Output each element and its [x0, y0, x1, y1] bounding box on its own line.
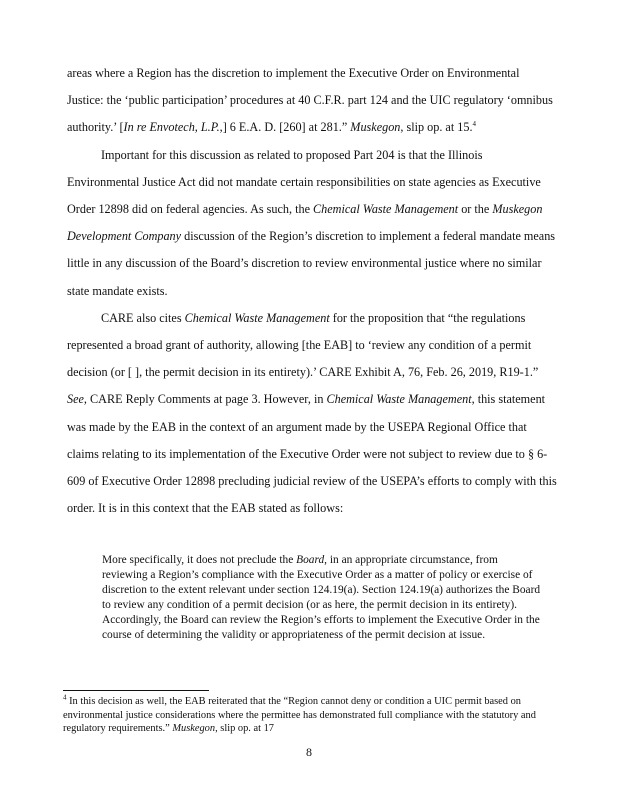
- paragraph-continuation: [67, 60, 557, 142]
- paragraph: [67, 142, 557, 305]
- text-run: CARE Reply Comments at page 3. However, in: [86, 392, 327, 407]
- emphasized-term: Board: [296, 554, 325, 566]
- text-run: for the proposition that “the regulations represented a broad grant of authority, allowing [the EAB] to ‘review any condition of a permit decision (or [ ], the permit decision in its entirety).’ CARE Exhibit A, 76, Feb. 26, 2019, R19-1.”: [67, 310, 539, 380]
- footnote: [63, 695, 553, 736]
- footnote-marker: 4: [63, 693, 67, 702]
- text-run: ,] 6 E.A. D. [260] at 281.”: [219, 120, 351, 135]
- text-run: , in an appropriate circumstance, from reviewing a Region’s compliance with the Executive Order as a matter of policy or exercise of discretion to the extent relevant under section 124.19(a). Section 124.19(a) authorizes the Board to review any condition of a permit decision (or as here, the permit decision in its entirety). Accordingly, the Board can review the Region’s efforts to implement the Executive Order in the course of determining the validity or appropriateness of the permit decision at issue.: [102, 554, 541, 641]
- paragraph: [67, 305, 557, 523]
- text-run: CARE also cites: [101, 310, 185, 325]
- case-citation: Muskegon Development Company: [67, 202, 543, 244]
- text-run: discussion of the Region’s discretion to implement a federal mandate means little in any discussion of the Board’s discretion to review environmental justice where no similar state mandate exists.: [67, 229, 556, 298]
- text-run: , slip op. at 15.: [400, 120, 473, 135]
- text-run: or the: [458, 202, 493, 217]
- footnote-reference: 4: [472, 120, 476, 129]
- case-citation: Chemical Waste Management: [313, 202, 459, 217]
- text-run: , this statement was made by the EAB in the context of an argument made by the USEPA Regional Office that claims relating to its implementation of the Executive Order were not subject to review due to § 6-609 of Executive Order 12898 precluding judicial review of the USEPA’s efforts to comply with this order. It is in this context that the EAB stated as follows:: [67, 392, 557, 516]
- case-citation: In re Envotech, L.P.: [123, 120, 220, 135]
- case-citation: Chemical Waste Management: [326, 392, 472, 407]
- body-text: [67, 60, 557, 522]
- block-quote: [102, 553, 542, 643]
- signal-word: See,: [67, 392, 87, 407]
- text-run: areas where a Region has the discretion to implement the Executive Order on Environmental Justice: the ‘public participation’ procedures at 40 C.F.R. part 124 and the UIC regulatory ‘omnibus authority.’ [: [67, 66, 553, 135]
- text-run: Important for this discussion as related to proposed Part 204 is that the Illinois Environmental Justice Act did not mandate certain responsibilities on state agencies as Executive Order 12898 did on federal agencies. As such, the: [67, 147, 541, 217]
- case-citation: Chemical Waste Management: [184, 310, 330, 325]
- text-run: In this decision as well, the EAB reiterated that the “Region cannot deny or condition a UIC permit based on environmental justice considerations where the permittee has demonstrated full compliance with the statutory and regulatory requirements.”: [63, 696, 536, 735]
- case-citation: Muskegon: [350, 120, 401, 135]
- footnote-divider: [63, 690, 209, 691]
- text-run: More specifically, it does not preclude the: [102, 554, 297, 566]
- text-run: , slip op. at 17: [215, 723, 274, 735]
- case-citation: Muskegon: [172, 723, 216, 735]
- page-number: 8: [306, 745, 312, 759]
